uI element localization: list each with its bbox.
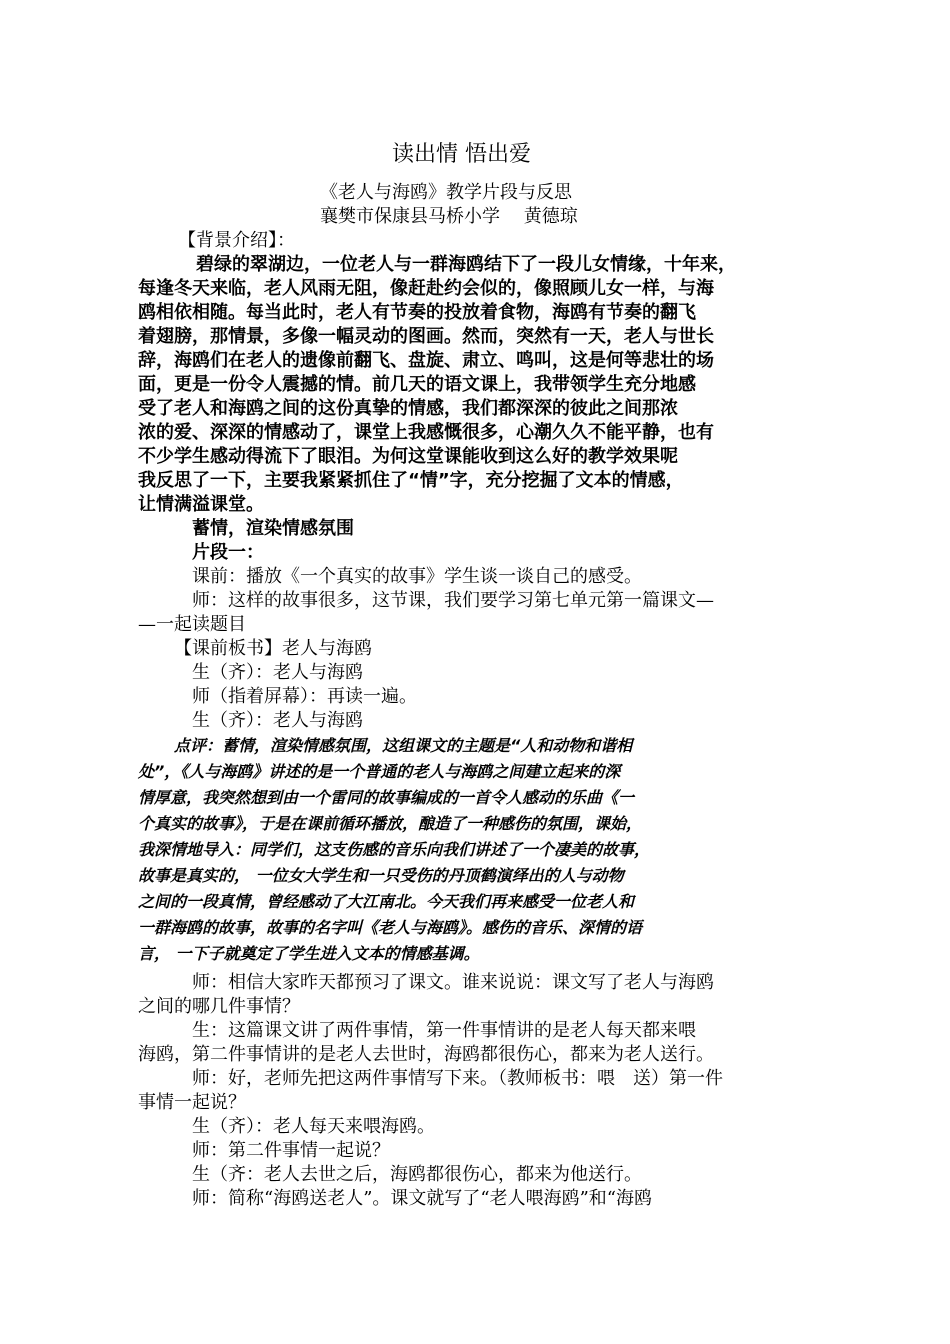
dialogue-line: 师：相信大家昨天都预习了课文。谁来说说：课文写了老人与海鸥 xyxy=(192,972,714,993)
comment-line: 我深情地导入：同学们，这支伤感的音乐向我们讲述了一个凄美的故事， xyxy=(138,840,651,859)
dialogue-line: 生（齐）：老人与海鸥 xyxy=(192,710,363,731)
section-heading: 蓄情，渲染情感氛围 xyxy=(192,518,354,539)
author-line: 襄樊市保康县马桥小学 黄德琼 xyxy=(320,206,578,227)
dialogue-line: 师：这样的故事很多，这节课，我们要学习第七单元第一篇课文— xyxy=(192,590,714,611)
dialogue-line: 师（指着屏幕）：再读一遍。 xyxy=(192,686,417,707)
dialogue-line: 事情一起说？ xyxy=(138,1092,246,1113)
background-line: 受了老人和海鸥之间的这份真挚的情感，我们都深深的彼此之间那浓 xyxy=(138,398,678,419)
background-line: 着翅膀，那情景，多像一幅灵动的图画。然而，突然有一天，老人与世长 xyxy=(138,326,714,347)
dialogue-line: 课前：播放《一个真实的故事》学生谈一谈自己的感受。 xyxy=(192,566,642,587)
comment-line: 言， 一下子就奠定了学生进入文本的情感基调。 xyxy=(138,944,480,963)
page-title: 读出情 悟出爱 xyxy=(392,142,531,167)
comment-line: 情厚意，我突然想到由一个雷同的故事编成的一首令人感动的乐曲《一 xyxy=(138,788,635,807)
comment-line: 个真实的故事》，于是在课前循环播放，酿造了一种感伤的氛围，课始， xyxy=(138,814,643,833)
blackboard-note: 【课前板书】老人与海鸥 xyxy=(174,638,372,659)
background-heading: 【背景介绍】： xyxy=(178,230,295,251)
dialogue-line: 海鸥，第二件事情讲的是老人去世时，海鸥都很伤心，都来为老人送行。 xyxy=(138,1044,714,1065)
background-line: 让情满溢课堂。 xyxy=(138,494,264,515)
background-line: 鸥相依相随。每当此时，老人有节奏的投放着食物，海鸥有节奏的翻飞 xyxy=(138,302,696,323)
fragment-label: 片段一： xyxy=(192,542,264,563)
background-line: 不少学生感动得流下了眼泪。为何这堂课能收到这么好的教学效果呢 xyxy=(138,446,678,467)
background-line: 每逢冬天来临，老人风雨无阻，像赶赴约会似的，像照顾儿女一样，与海 xyxy=(138,278,714,299)
dialogue-line: 生（齐：老人去世之后，海鸥都很伤心，都来为他送行。 xyxy=(192,1164,642,1185)
background-line: 我反思了一下，主要我紧紧抓住了“情”字，充分挖掘了文本的情感， xyxy=(138,470,684,491)
article-subtitle: 《老人与海鸥》教学片段与反思 xyxy=(320,182,572,203)
background-line: 面，更是一份令人震撼的情。前几天的语文课上，我带领学生充分地感 xyxy=(138,374,696,395)
dialogue-line: 师：第二件事情一起说？ xyxy=(192,1140,390,1161)
comment-line: 之间的一段真情，曾经感动了大江南北。今天我们再来感受一位老人和 xyxy=(138,892,635,911)
dialogue-line: 生（齐）：老人与海鸥 xyxy=(192,662,363,683)
dialogue-line: 师：好，老师先把这两件事情写下来。（教师板书：喂 送）第一件 xyxy=(192,1068,723,1089)
background-line: 浓的爱、深深的情感动了，课堂上我感慨很多，心潮久久不能平静，也有 xyxy=(138,422,714,443)
background-line: 辞，海鸥们在老人的遗像前翻飞、盘旋、肃立、鸣叫，这是何等悲壮的场 xyxy=(138,350,714,371)
dialogue-line: 师：简称“海鸥送老人”。课文就写了“老人喂海鸥”和“海鸥 xyxy=(192,1188,653,1209)
background-line: 碧绿的翠湖边，一位老人与一群海鸥结下了一段儿女情缘，十年来， xyxy=(196,254,736,275)
dialogue-line: 生（齐）：老人每天来喂海鸥。 xyxy=(192,1116,435,1137)
comment-line: 点评：蓄情，渲染情感氛围，这组课文的主题是“人和动物和谐相 xyxy=(174,736,633,755)
comment-line: 故事是真实的， 一位女大学生和一只受伤的丹顶鹤演绎出的人与动物 xyxy=(138,866,624,885)
comment-line: 一群海鸥的故事，故事的名字叫《老人与海鸥》。感伤的音乐、深情的语 xyxy=(138,918,643,937)
dialogue-line: 生：这篇课文讲了两件事情，第一件事情讲的是老人每天都来喂 xyxy=(192,1020,696,1041)
dialogue-line: —一起读题目 xyxy=(138,614,246,635)
comment-line: 处”，《人与海鸥》讲述的是一个普通的老人与海鸥之间建立起来的深 xyxy=(138,762,621,781)
dialogue-line: 之间的哪几件事情？ xyxy=(138,996,300,1017)
